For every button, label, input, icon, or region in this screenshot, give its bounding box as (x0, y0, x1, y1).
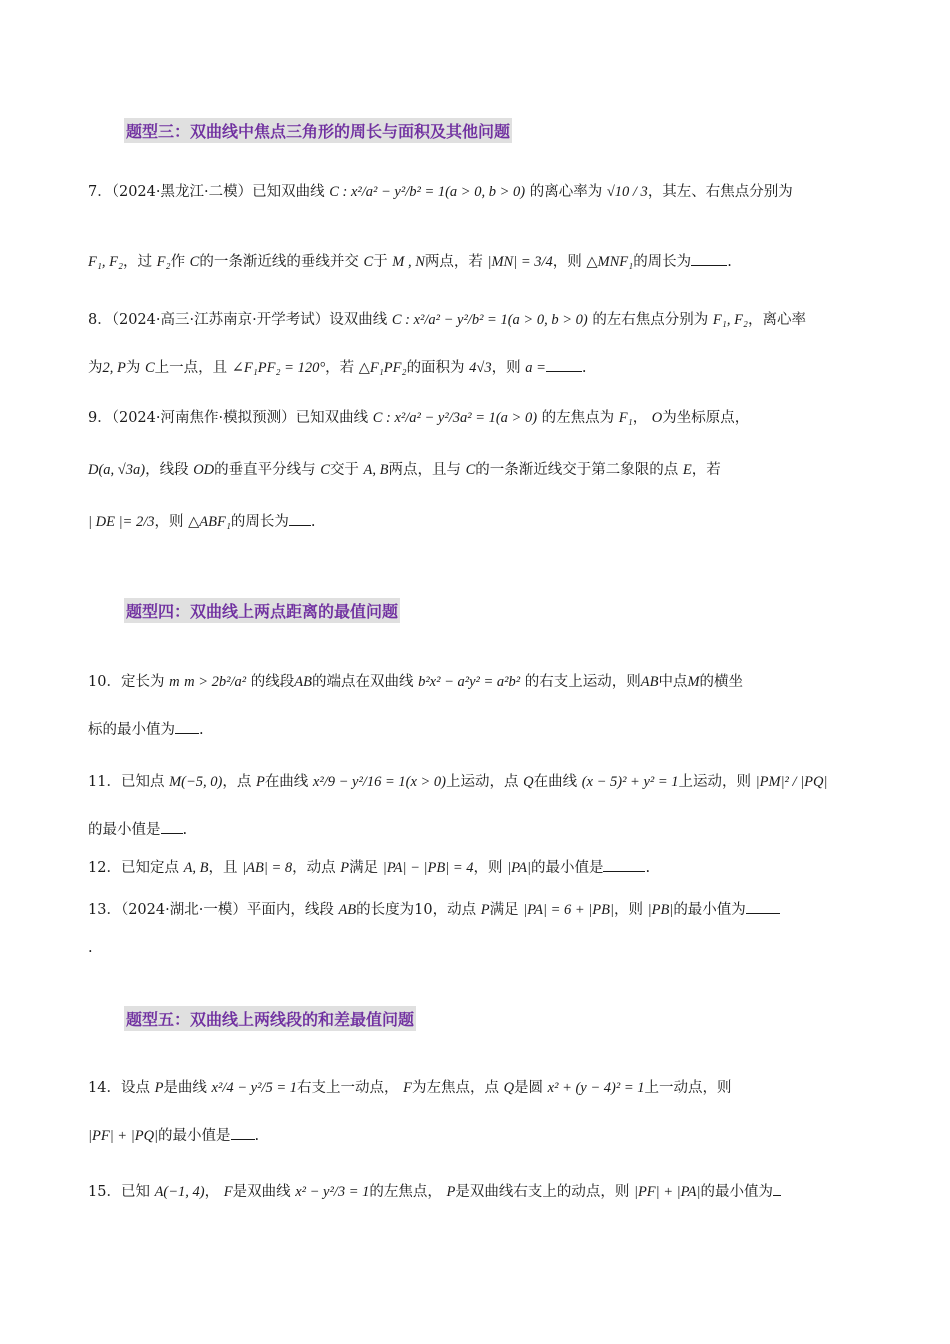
q8-text: 为 (125, 360, 141, 376)
q10-end: . (199, 722, 204, 738)
q12-text: ，则 (473, 860, 503, 876)
section-heading-4: 题型四：双曲线上两点距离的最值问题 (124, 598, 400, 623)
q10-number: 10． (88, 674, 121, 690)
q8-e-p: 2, P (102, 360, 126, 376)
q7-text: 的离心率为 (529, 184, 603, 200)
q9-source: （2024·河南焦作·模拟预测） (111, 410, 296, 426)
q9-de: | DE |= 2/3 (88, 514, 155, 530)
q9-text: 的周长为 (230, 514, 289, 530)
q9-text: 的一条渐近线交于第二象限的点 (475, 462, 679, 478)
answer-blank (546, 359, 582, 372)
question-13-line (88, 900, 780, 920)
q13-text: 满足 (489, 902, 519, 918)
q11-circle: (x − 5)² + y² = 1 (581, 774, 679, 790)
q14-f: F (403, 1080, 412, 1096)
q11-number: 11． (88, 774, 121, 790)
section-heading-5: 题型五：双曲线上两线段的和差最值问题 (124, 1006, 416, 1031)
q14-circle: x² + (y − 4)² = 1 (547, 1080, 645, 1096)
q11-text: ，点 (222, 774, 252, 790)
q13-number: 13． (88, 902, 121, 918)
q11-text: 上运动，则 (678, 774, 752, 790)
q12-ab-length: |AB| = 8 (242, 860, 293, 876)
q14-text: 是圆 (514, 1080, 544, 1096)
q9-od: OD (193, 462, 215, 478)
q14-text: 为左焦点，点 (411, 1080, 499, 1096)
question-11-line-2 (88, 820, 187, 840)
q7-text: 已知双曲线 (252, 184, 325, 200)
q14-text: 的最小值是 (158, 1128, 231, 1144)
q11-q: Q (523, 774, 534, 790)
question-9-line-1 (88, 408, 749, 428)
q9-text: ，则 (154, 514, 184, 530)
question-10-line-1 (88, 672, 743, 692)
q7-text: 于 (373, 254, 388, 270)
answer-blank (773, 1183, 781, 1196)
q10-text: 的线段 (250, 674, 295, 690)
q8-triangle: △F₁PF₂ (358, 360, 407, 376)
q13-ab: AB (338, 902, 357, 918)
q8-text: ，则 (491, 360, 521, 376)
q9-point-d: D(a, √3a) (88, 462, 146, 478)
q8-text: 设双曲线 (329, 312, 388, 328)
q14-p: P (154, 1080, 164, 1096)
q13-text: 的最小值为 (673, 902, 746, 918)
q10-text: 的右支上运动，则 (524, 674, 641, 690)
q9-end: . (310, 514, 316, 530)
q9-text: 两点，且与 (388, 462, 462, 478)
question-8-line-1 (88, 310, 806, 330)
q9-text: 交于 (329, 462, 359, 478)
q7-text: ，则 (552, 254, 582, 270)
question-12-line (88, 858, 650, 878)
q13-condition: |PA| = 6 + |PB| (523, 902, 615, 918)
q7-f2: F₂ (156, 254, 171, 270)
q7-triangle: △MNF₁ (586, 254, 634, 270)
question-9-line-2 (88, 460, 721, 480)
q9-text: ，若 (691, 462, 721, 478)
q9-text: 为坐标原点， (662, 410, 750, 426)
q10-condition: m > 2b²/a² (184, 674, 247, 690)
q9-origin: O (651, 410, 663, 426)
q7-text: 作 (170, 254, 186, 270)
q7-source: （2024·黑龙江·二模） (111, 184, 253, 200)
q7-text: 两点，若 (424, 254, 483, 270)
q14-q: Q (503, 1080, 515, 1096)
q7-eccentricity: √10 / 3 (606, 184, 648, 200)
q8-text: 上一点，且 (154, 360, 228, 376)
q8-number: 8． (88, 312, 112, 328)
q7-text: ，其左、右焦点分别为 (647, 184, 793, 200)
answer-blank (161, 821, 183, 834)
q8-equation: C : x²/a² − y²/b² = 1(a > 0, b > 0) (391, 312, 588, 328)
question-10-line-2 (88, 720, 204, 740)
q12-number: 12． (88, 860, 121, 876)
q12-text: ，且 (208, 860, 238, 876)
q9-ab: A, B (363, 462, 389, 478)
q14-text: 是曲线 (163, 1080, 207, 1096)
q7-mn: M , N (392, 254, 425, 270)
q7-c: C (363, 254, 374, 270)
q11-p: P (255, 774, 265, 790)
q14-text: 上一动点，则 (644, 1080, 732, 1096)
q8-source: （2024·高三·江苏南京·开学考试） (111, 312, 330, 328)
answer-blank (603, 859, 645, 872)
answer-blank (175, 721, 199, 734)
q13-text: 的长度为 (356, 902, 415, 918)
q9-number: 9． (88, 410, 112, 426)
q7-text: ，过 (123, 254, 153, 270)
q8-a: a = (525, 360, 546, 376)
q8-text: ，若 (325, 360, 355, 376)
q9-text: 的左焦点为 (541, 410, 615, 426)
q7-number: 7． (88, 184, 112, 200)
question-14-line-2 (88, 1126, 259, 1146)
answer-blank (746, 901, 780, 914)
q13-source: （2024·湖北·一模） (120, 902, 247, 918)
q13-p: P (480, 902, 490, 918)
q11-text: 的最小值是 (88, 822, 161, 838)
q10-m: m (169, 674, 180, 690)
q15-text: 是双曲线 (232, 1184, 291, 1200)
question-9-line-3 (88, 512, 315, 532)
q13-text: ，则 (614, 902, 644, 918)
question-13-line-2 (88, 938, 93, 958)
q8-text: ，离心率 (747, 312, 806, 328)
q8-c: C (144, 360, 155, 376)
q10-ab: AB (294, 674, 312, 690)
q11-text: 已知点 (120, 774, 165, 790)
q15-text: ， (204, 1184, 220, 1200)
q8-foci: F₁, F₂ (712, 312, 748, 328)
q9-text: ，线段 (145, 462, 189, 478)
q10-equation: b²x² − a²y² = a²b² (418, 674, 521, 690)
q9-text: ， (632, 410, 648, 426)
answer-blank (289, 513, 311, 526)
q15-number: 15． (88, 1184, 121, 1200)
q13-length: 10 (414, 902, 433, 918)
q15-f: F (223, 1184, 233, 1200)
q14-text: 右支上一动点， (296, 1080, 399, 1096)
q8-text: 为 (88, 360, 103, 376)
q14-number: 14． (88, 1080, 121, 1096)
q11-end: . (182, 822, 188, 838)
q15-text: 是双曲线右支上的动点，则 (455, 1184, 630, 1200)
question-7-line-1 (88, 182, 793, 202)
q15-text: 的最小值为 (700, 1184, 773, 1200)
answer-blank (691, 253, 727, 266)
question-15-line (88, 1182, 781, 1202)
q9-text: 已知双曲线 (295, 410, 369, 426)
q14-expression: |PF| + |PQ| (88, 1128, 159, 1144)
q14-text: 设点 (120, 1080, 150, 1096)
q10-text: 标的最小值为 (88, 722, 175, 738)
answer-blank (231, 1127, 255, 1140)
question-14-line-1 (88, 1078, 731, 1098)
q8-area: 4√3 (469, 360, 492, 376)
q10-text: 定长为 (120, 674, 165, 690)
q9-text: 的垂直平分线与 (214, 462, 316, 478)
question-11-line-1 (88, 772, 827, 792)
q12-condition: |PA| − |PB| = 4 (382, 860, 474, 876)
q7-foci: F₁, F₂ (88, 254, 124, 270)
q8-end: . (581, 360, 587, 376)
q7-mn-length: |MN| = 3/4 (487, 254, 553, 270)
q10-midpoint: M (687, 674, 700, 690)
q8-angle: ∠F₁PF₂ = 120° (231, 360, 326, 376)
q12-text: 的最小值是 (530, 860, 604, 876)
q10-text: 中点 (658, 674, 688, 690)
q9-f1: F₁ (618, 410, 633, 426)
q12-text: 满足 (349, 860, 379, 876)
q11-text: 在曲线 (264, 774, 309, 790)
q13-text: ，动点 (432, 902, 477, 918)
q7-end: . (727, 254, 732, 270)
q12-pa: |PA| (507, 860, 531, 876)
q8-text: 的左右焦点分别为 (592, 312, 709, 328)
q12-ab: A, B (183, 860, 209, 876)
q11-equation: x²/9 − y²/16 = 1(x > 0) (312, 774, 446, 790)
q12-p: P (340, 860, 350, 876)
q15-text: 的左焦点， (369, 1184, 442, 1200)
q9-triangle: △ABF₁ (188, 514, 231, 530)
question-8-line-2 (88, 358, 587, 378)
q14-end: . (254, 1128, 260, 1144)
q11-ratio: |PM|² / |PQ| (755, 774, 828, 790)
q11-point-m: M(−5, 0) (169, 774, 223, 790)
q9-c: C (320, 462, 330, 478)
q10-ab: AB (640, 674, 659, 690)
question-7-line-2 (88, 252, 732, 272)
q15-expression: |PF| + |PA| (633, 1184, 701, 1200)
q11-text: 上运动，点 (446, 774, 519, 790)
q7-text: 的周长为 (633, 254, 692, 270)
section-heading-3: 题型三：双曲线中焦点三角形的周长与面积及其他问题 (124, 118, 512, 143)
q7-c: C (189, 254, 200, 270)
q12-text: ，动点 (292, 860, 336, 876)
q7-text: 的一条渐近线的垂线并交 (199, 254, 359, 270)
q11-text: 在曲线 (533, 774, 578, 790)
q15-text: 已知 (120, 1184, 150, 1200)
q15-equation: x² − y²/3 = 1 (295, 1184, 370, 1200)
q10-text: 的端点在双曲线 (311, 674, 414, 690)
q14-equation: x²/4 − y²/5 = 1 (211, 1080, 297, 1096)
q9-c: C (465, 462, 476, 478)
q12-text: 已知定点 (120, 860, 179, 876)
q13-pb: |PB| (647, 902, 674, 918)
q12-end: . (645, 860, 651, 876)
q9-equation: C : x²/a² − y²/3a² = 1(a > 0) (372, 410, 538, 426)
q8-text: 的面积为 (406, 360, 465, 376)
q15-point-a: A(−1, 4) (154, 1184, 205, 1200)
q9-e: E (682, 462, 692, 478)
q13-end: . (88, 940, 93, 956)
q15-p: P (446, 1184, 456, 1200)
q13-text: 平面内，线段 (246, 902, 334, 918)
q10-text: 的横坐 (699, 674, 744, 690)
q7-equation: C : x²/a² − y²/b² = 1(a > 0, b > 0) (329, 184, 526, 200)
